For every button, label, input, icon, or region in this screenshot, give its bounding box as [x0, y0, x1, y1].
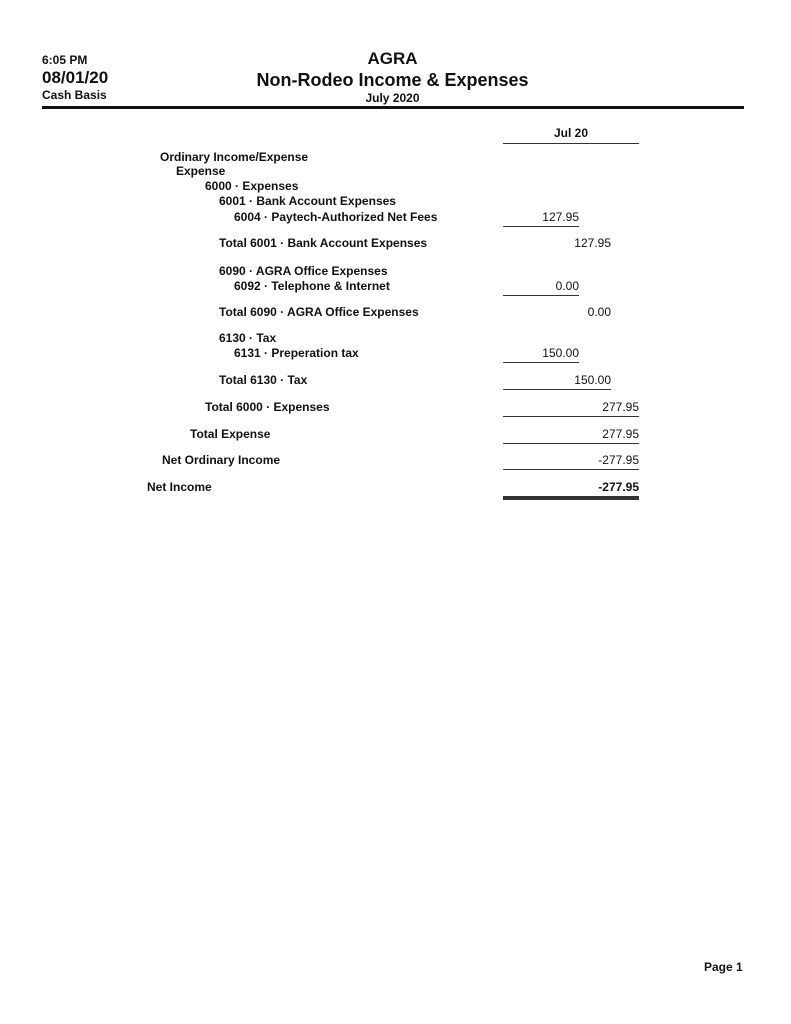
- total-label-6001: Total 6001 · Bank Account Expenses: [219, 236, 428, 250]
- page-number: Page 1: [704, 960, 743, 974]
- total-amount-6090: 0.00: [587, 305, 611, 319]
- net-income-label: Net Income: [147, 480, 212, 494]
- line-amount-6092: 0.00: [555, 279, 579, 293]
- line-label-6092: 6092 · Telephone & Internet: [234, 279, 390, 293]
- total-amount-6001: 127.95: [574, 236, 611, 250]
- subtotal-rule-6130: [503, 389, 611, 390]
- total-amount-6000: 277.95: [602, 400, 639, 414]
- report-date: 08/01/20: [42, 68, 109, 87]
- total-label-6090: Total 6090 · AGRA Office Expenses: [219, 305, 419, 319]
- line-amount-6131: 150.00: [542, 346, 579, 360]
- account-6000: 6000 · Expenses: [205, 179, 299, 193]
- subtotal-rule-expense: [503, 443, 639, 444]
- subtotal-rule-6004: [503, 226, 579, 227]
- subtotal-rule-net-ordinary: [503, 469, 639, 470]
- company-name: AGRA: [367, 49, 418, 68]
- net-income-double-rule: [503, 496, 639, 500]
- subtotal-rule-6000: [503, 416, 639, 417]
- report-heading: [190, 49, 595, 106]
- section-ordinary: Ordinary Income/Expense: [160, 150, 309, 164]
- line-label-6004: 6004 · Paytech-Authorized Net Fees: [234, 210, 438, 224]
- report-meta: [42, 53, 108, 103]
- account-6130: 6130 · Tax: [219, 331, 277, 345]
- report-time: 6:05 PM: [42, 53, 88, 67]
- net-ordinary-income-amount: -277.95: [598, 453, 639, 467]
- report-basis: Cash Basis: [42, 88, 107, 102]
- header-divider: [42, 106, 744, 109]
- total-label-6000: Total 6000 · Expenses: [205, 400, 330, 414]
- total-expense-label: Total Expense: [190, 427, 271, 441]
- line-amount-6004: 127.95: [542, 210, 579, 224]
- line-label-6131: 6131 · Preperation tax: [234, 346, 359, 360]
- column-header-jul20: Jul 20: [553, 126, 589, 140]
- subtotal-rule-6092: [503, 295, 579, 296]
- net-ordinary-income-label: Net Ordinary Income: [162, 453, 281, 467]
- total-label-6130: Total 6130 · Tax: [219, 373, 308, 387]
- section-expense: Expense: [176, 164, 226, 178]
- column-header-underline: [503, 143, 639, 144]
- account-6001: 6001 · Bank Account Expenses: [219, 194, 396, 208]
- report-title: Non-Rodeo Income & Expenses: [256, 70, 529, 90]
- account-6090: 6090 · AGRA Office Expenses: [219, 264, 388, 278]
- total-amount-6130: 150.00: [574, 373, 611, 387]
- total-expense-amount: 277.95: [602, 427, 639, 441]
- report-period: July 2020: [365, 91, 420, 105]
- net-income-amount: -277.95: [598, 480, 639, 494]
- subtotal-rule-6131: [503, 362, 579, 363]
